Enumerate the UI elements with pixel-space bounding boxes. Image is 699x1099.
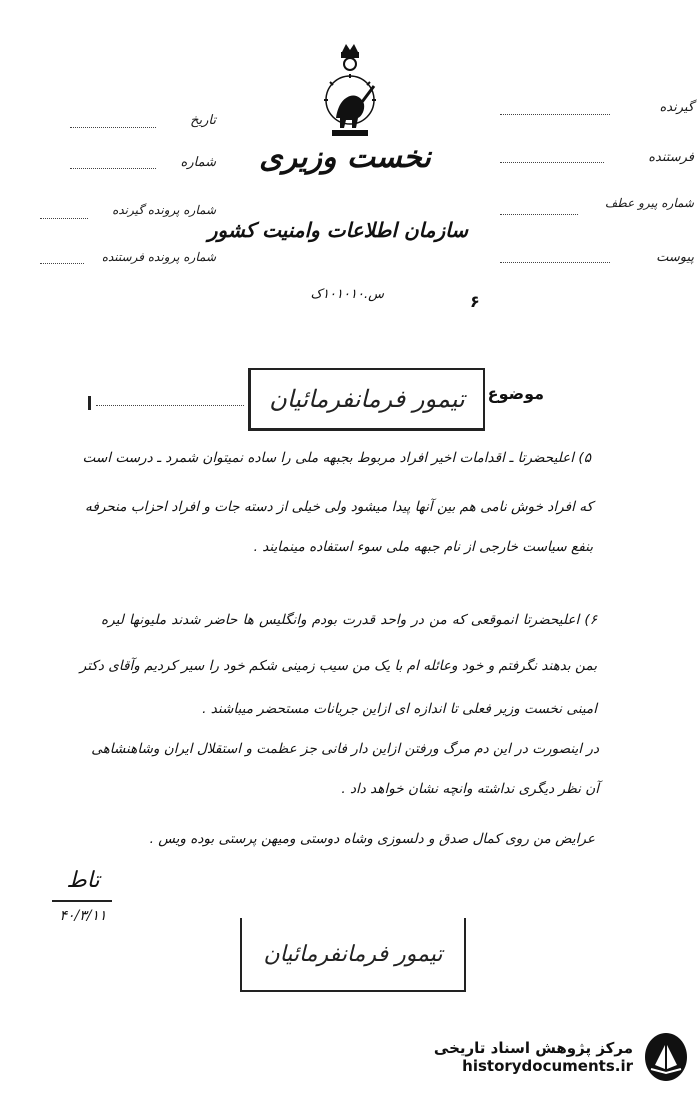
signature-stamp xyxy=(240,918,466,992)
org-title-main: نخست وزیری xyxy=(259,140,431,175)
watermark-name: مرکز پژوهش اسناد تاریخی xyxy=(433,1039,633,1057)
field-attachment-line xyxy=(500,262,610,263)
handwritten-underline xyxy=(52,900,112,902)
subject-name-stamp xyxy=(248,368,485,431)
handwritten-mark: تاط xyxy=(66,868,100,893)
reference-code: س.۱۰۱۰۱۰ک xyxy=(310,287,384,302)
field-number-label: شماره xyxy=(180,155,216,170)
body-line-3: بنفع سیاست خارجی از نام جبهه ملی سوء استفاده مینمایند . xyxy=(253,539,593,555)
field-recipient-file-line xyxy=(40,218,88,219)
field-date-label: تاریخ xyxy=(190,113,216,128)
field-recipient-line xyxy=(500,114,610,115)
book-pages-icon xyxy=(641,1029,691,1085)
body-line-9: عرایض من روی کمال صدق و دلسوزی وشاه دوستی ومیهن پرستی بوده ویس . xyxy=(149,831,595,847)
field-recipient-file-label: شماره پرونده گیرنده xyxy=(112,203,216,217)
subject-stamp-text: تیمور فرمانفرمائیان xyxy=(269,385,465,413)
org-title-sub: سازمان اطلاعات وامنیت کشور xyxy=(207,218,468,242)
subject-label: موضوع xyxy=(487,384,544,403)
signature-stamp-text: تیمور فرمانفرمائیان xyxy=(263,941,443,967)
field-sender-file-label: شماره پرونده فرستنده xyxy=(101,250,216,264)
field-attachment-label: پیوست xyxy=(656,250,694,265)
field-number-line xyxy=(70,168,156,169)
field-sender-label: فرستنده xyxy=(648,150,694,165)
field-date-line xyxy=(70,127,156,128)
subject-line-tick xyxy=(88,396,91,410)
page-mark: ۶ xyxy=(470,292,480,311)
field-recipient-label: گیرنده xyxy=(659,100,694,115)
field-followup-line xyxy=(500,214,578,215)
body-line-5: بمن بدهند نگرفتم و خود وعائله ام با یک من سیب زمینی شکم خود را سیر کردیم وآقای دکتر xyxy=(79,658,597,674)
watermark xyxy=(434,1027,691,1087)
watermark-url: historydocuments.ir xyxy=(462,1057,633,1075)
handwritten-date: ۴۰/۳/۱۱ xyxy=(59,908,107,924)
body-line-6: امینی نخست وزیر فعلی تا اندازه ای ازاین جریانات مستحضر میباشند . xyxy=(202,701,597,717)
field-followup-label: شماره پیرو عطف xyxy=(604,196,694,210)
field-sender-line xyxy=(500,162,604,163)
body-line-8: آن نظر دیگری نداشته وانچه نشان خواهد داد . xyxy=(341,781,599,797)
lion-and-sun-emblem-icon xyxy=(318,42,382,142)
subject-line xyxy=(96,405,244,406)
body-line-4: ۶) اعلیحضرتا انموقعی که من در واحد قدرت بودم وانگلیس ها حاضر شدند ملیونها لیره xyxy=(101,612,597,628)
field-sender-file-line xyxy=(40,263,84,264)
body-line-7: در اینصورت در این دم مرگ ورفتن ازاین دار فانی جز عظمت و استقلال ایران وشاهنشاهی xyxy=(91,741,599,757)
body-line-1: ۵) اعلیحضرتا ـ اقدامات اخیر افراد مربوط بجبهه ملی را ساده نمیتوان شمرد ـ درست است xyxy=(82,450,591,466)
body-line-2: که افراد خوش نامی هم بین آنها پیدا میشود ولی خیلی از دسته جات و افراد احزاب منحرفه xyxy=(85,499,593,515)
